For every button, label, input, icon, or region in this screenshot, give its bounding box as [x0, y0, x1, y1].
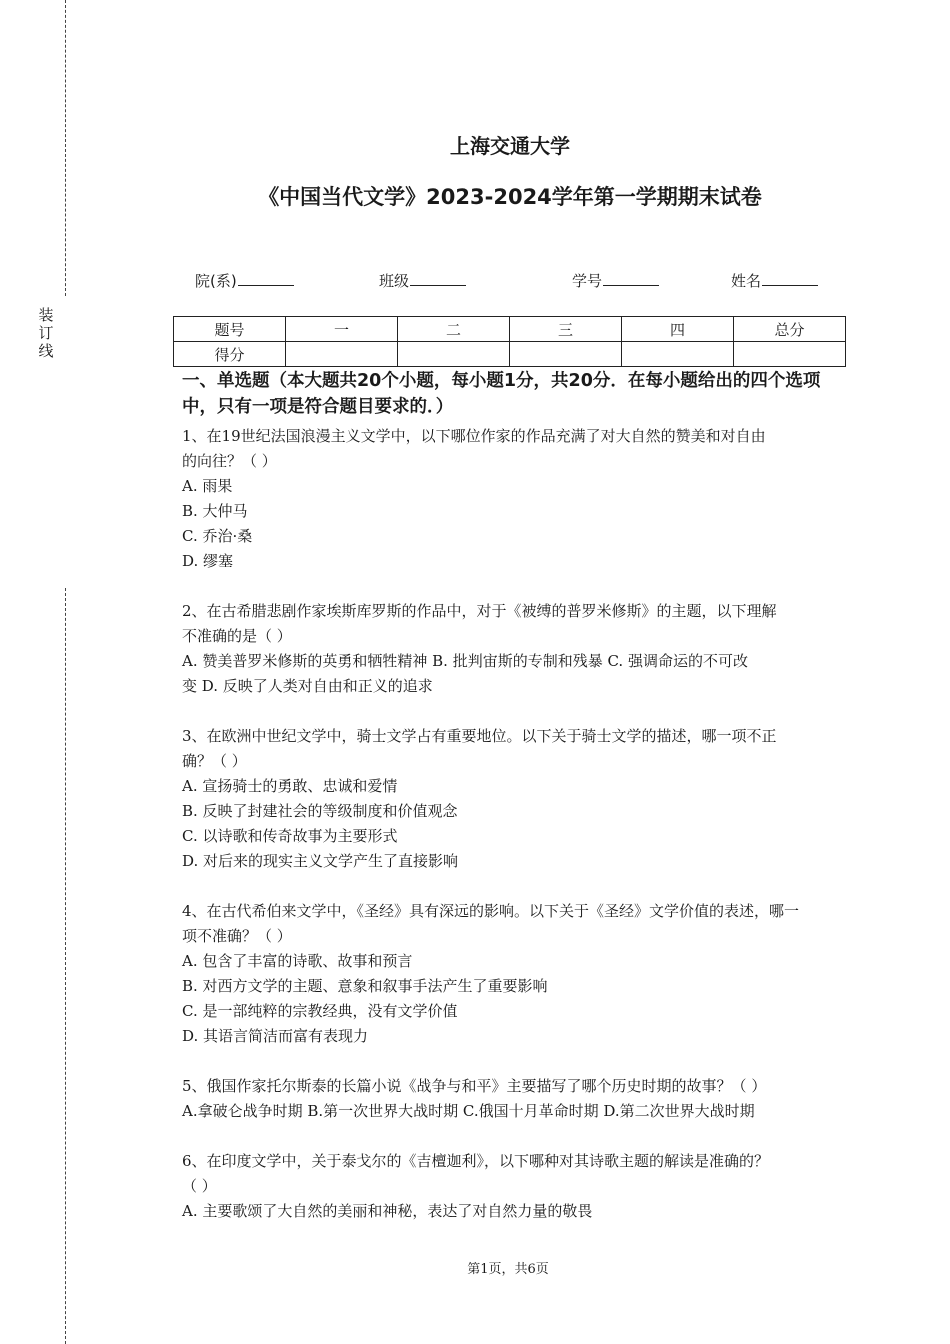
info-field-student-id: [572, 270, 659, 291]
section-heading: 一、单选题（本大题共20个小题，每小题1分，共20分．在每小题给出的四个选项中，只有一项是符合题目要求的．）: [182, 371, 821, 417]
question: [182, 424, 842, 574]
info-field-label: 班级: [379, 272, 410, 290]
info-blank[interactable]: [762, 271, 818, 286]
score-table-cell: 得分: [174, 342, 286, 367]
answer-option: B. 反映了封建社会的等级制度和价值观念: [182, 802, 458, 820]
score-table-cell[interactable]: [622, 342, 734, 367]
answer-option: D. 其语言简洁而富有表现力: [182, 1027, 369, 1045]
answer-option: D. 缪塞: [182, 552, 234, 570]
score-table-cell[interactable]: [510, 342, 622, 367]
binding-char: 线: [38, 342, 54, 360]
question-text: 3、在欧洲中世纪文学中，骑士文学占有重要地位。以下关于骑士文学的描述，哪一项不正: [182, 727, 777, 745]
info-field-name: [731, 270, 818, 291]
question-text: 2、在古希腊悲剧作家埃斯库罗斯的作品中，对于《被缚的普罗米修斯》的主题，以下理解: [182, 602, 777, 620]
question-text: 5、俄国作家托尔斯泰的长篇小说《战争与和平》主要描写了哪个历史时期的故事？（ ）: [182, 1077, 767, 1095]
answer-option: A. 主要歌颂了大自然的美丽和神秘，表达了对自然力量的敬畏: [182, 1202, 593, 1220]
answer-option: D. 对后来的现实主义文学产生了直接影响: [182, 852, 459, 870]
question-text: （ ）: [182, 1177, 217, 1195]
info-field-label: 学号: [572, 272, 603, 290]
student-info-row: [195, 270, 835, 292]
info-blank[interactable]: [603, 271, 659, 286]
score-table-cell: 一: [286, 317, 398, 342]
answer-option: A.拿破仑战争时期 B.第一次世界大战时期 C.俄国十月革命时期 D.第二次世界大战时期: [182, 1102, 755, 1120]
question-text: 的向往？（ ）: [182, 452, 277, 470]
answer-option: A. 雨果: [182, 477, 233, 495]
answer-option: C. 乔治·桑: [182, 527, 253, 545]
question-text: 6、在印度文学中，关于泰戈尔的《吉檀迦利》，以下哪种对其诗歌主题的解读是准确的？: [182, 1152, 770, 1170]
question: [182, 724, 842, 874]
score-table: [173, 316, 846, 367]
info-blank[interactable]: [410, 271, 466, 286]
answer-option: A. 宣扬骑士的勇敢、忠诚和爱情: [182, 777, 398, 795]
school-name: 上海交通大学: [450, 134, 570, 158]
question: [182, 1074, 842, 1124]
answer-option: B. 大仲马: [182, 502, 248, 520]
answer-option: C. 是一部纯粹的宗教经典，没有文学价值: [182, 1002, 458, 1020]
score-table-score-row: [174, 342, 846, 367]
binding-char: 订: [38, 324, 54, 342]
exam-title: 《中国当代文学》2023-2024学年第一学期期末试卷: [258, 185, 762, 209]
answer-option: A. 赞美普罗米修斯的英勇和牺牲精神 B. 批判宙斯的专制和残暴 C. 强调命运的不可改: [182, 652, 748, 670]
binding-line-bottom: [65, 588, 66, 1344]
score-table-header-row: [174, 317, 846, 342]
question: [182, 599, 842, 699]
question-text: 1、在19世纪法国浪漫主义文学中，以下哪位作家的作品充满了对大自然的赞美和对自由: [182, 427, 766, 445]
score-table-cell[interactable]: [398, 342, 510, 367]
question: [182, 1149, 842, 1224]
info-blank[interactable]: [238, 271, 294, 286]
question-text: 项不准确？（ ）: [182, 927, 292, 945]
answer-option: 变 D. 反映了人类对自由和正义的追求: [182, 677, 433, 695]
exam-content: [182, 368, 842, 1249]
score-table-cell: 二: [398, 317, 510, 342]
answer-option: B. 对西方文学的主题、意象和叙事手法产生了重要影响: [182, 977, 548, 995]
score-table-cell: 总分: [734, 317, 846, 342]
page-footer: 第1页，共6页: [467, 1262, 549, 1277]
info-field-label: 院(系): [195, 272, 237, 290]
question: [182, 899, 842, 1049]
info-field-label: 姓名: [731, 272, 762, 290]
score-table-cell: 三: [510, 317, 622, 342]
score-table-cell[interactable]: [286, 342, 398, 367]
binding-char: 装: [38, 306, 54, 324]
answer-option: C. 以诗歌和传奇故事为主要形式: [182, 827, 398, 845]
score-table-cell: 四: [622, 317, 734, 342]
score-table-cell[interactable]: [734, 342, 846, 367]
info-field-department: [195, 270, 294, 291]
question-text: 不准确的是（ ）: [182, 627, 292, 645]
binding-label: [37, 306, 55, 360]
answer-option: A. 包含了丰富的诗歌、故事和预言: [182, 952, 413, 970]
question-text: 确？（ ）: [182, 752, 247, 770]
info-field-class: [379, 270, 466, 291]
question-text: 4、在古代希伯来文学中，《圣经》具有深远的影响。以下关于《圣经》文学价值的表述，哪一: [182, 902, 800, 920]
score-table-cell: 题号: [174, 317, 286, 342]
